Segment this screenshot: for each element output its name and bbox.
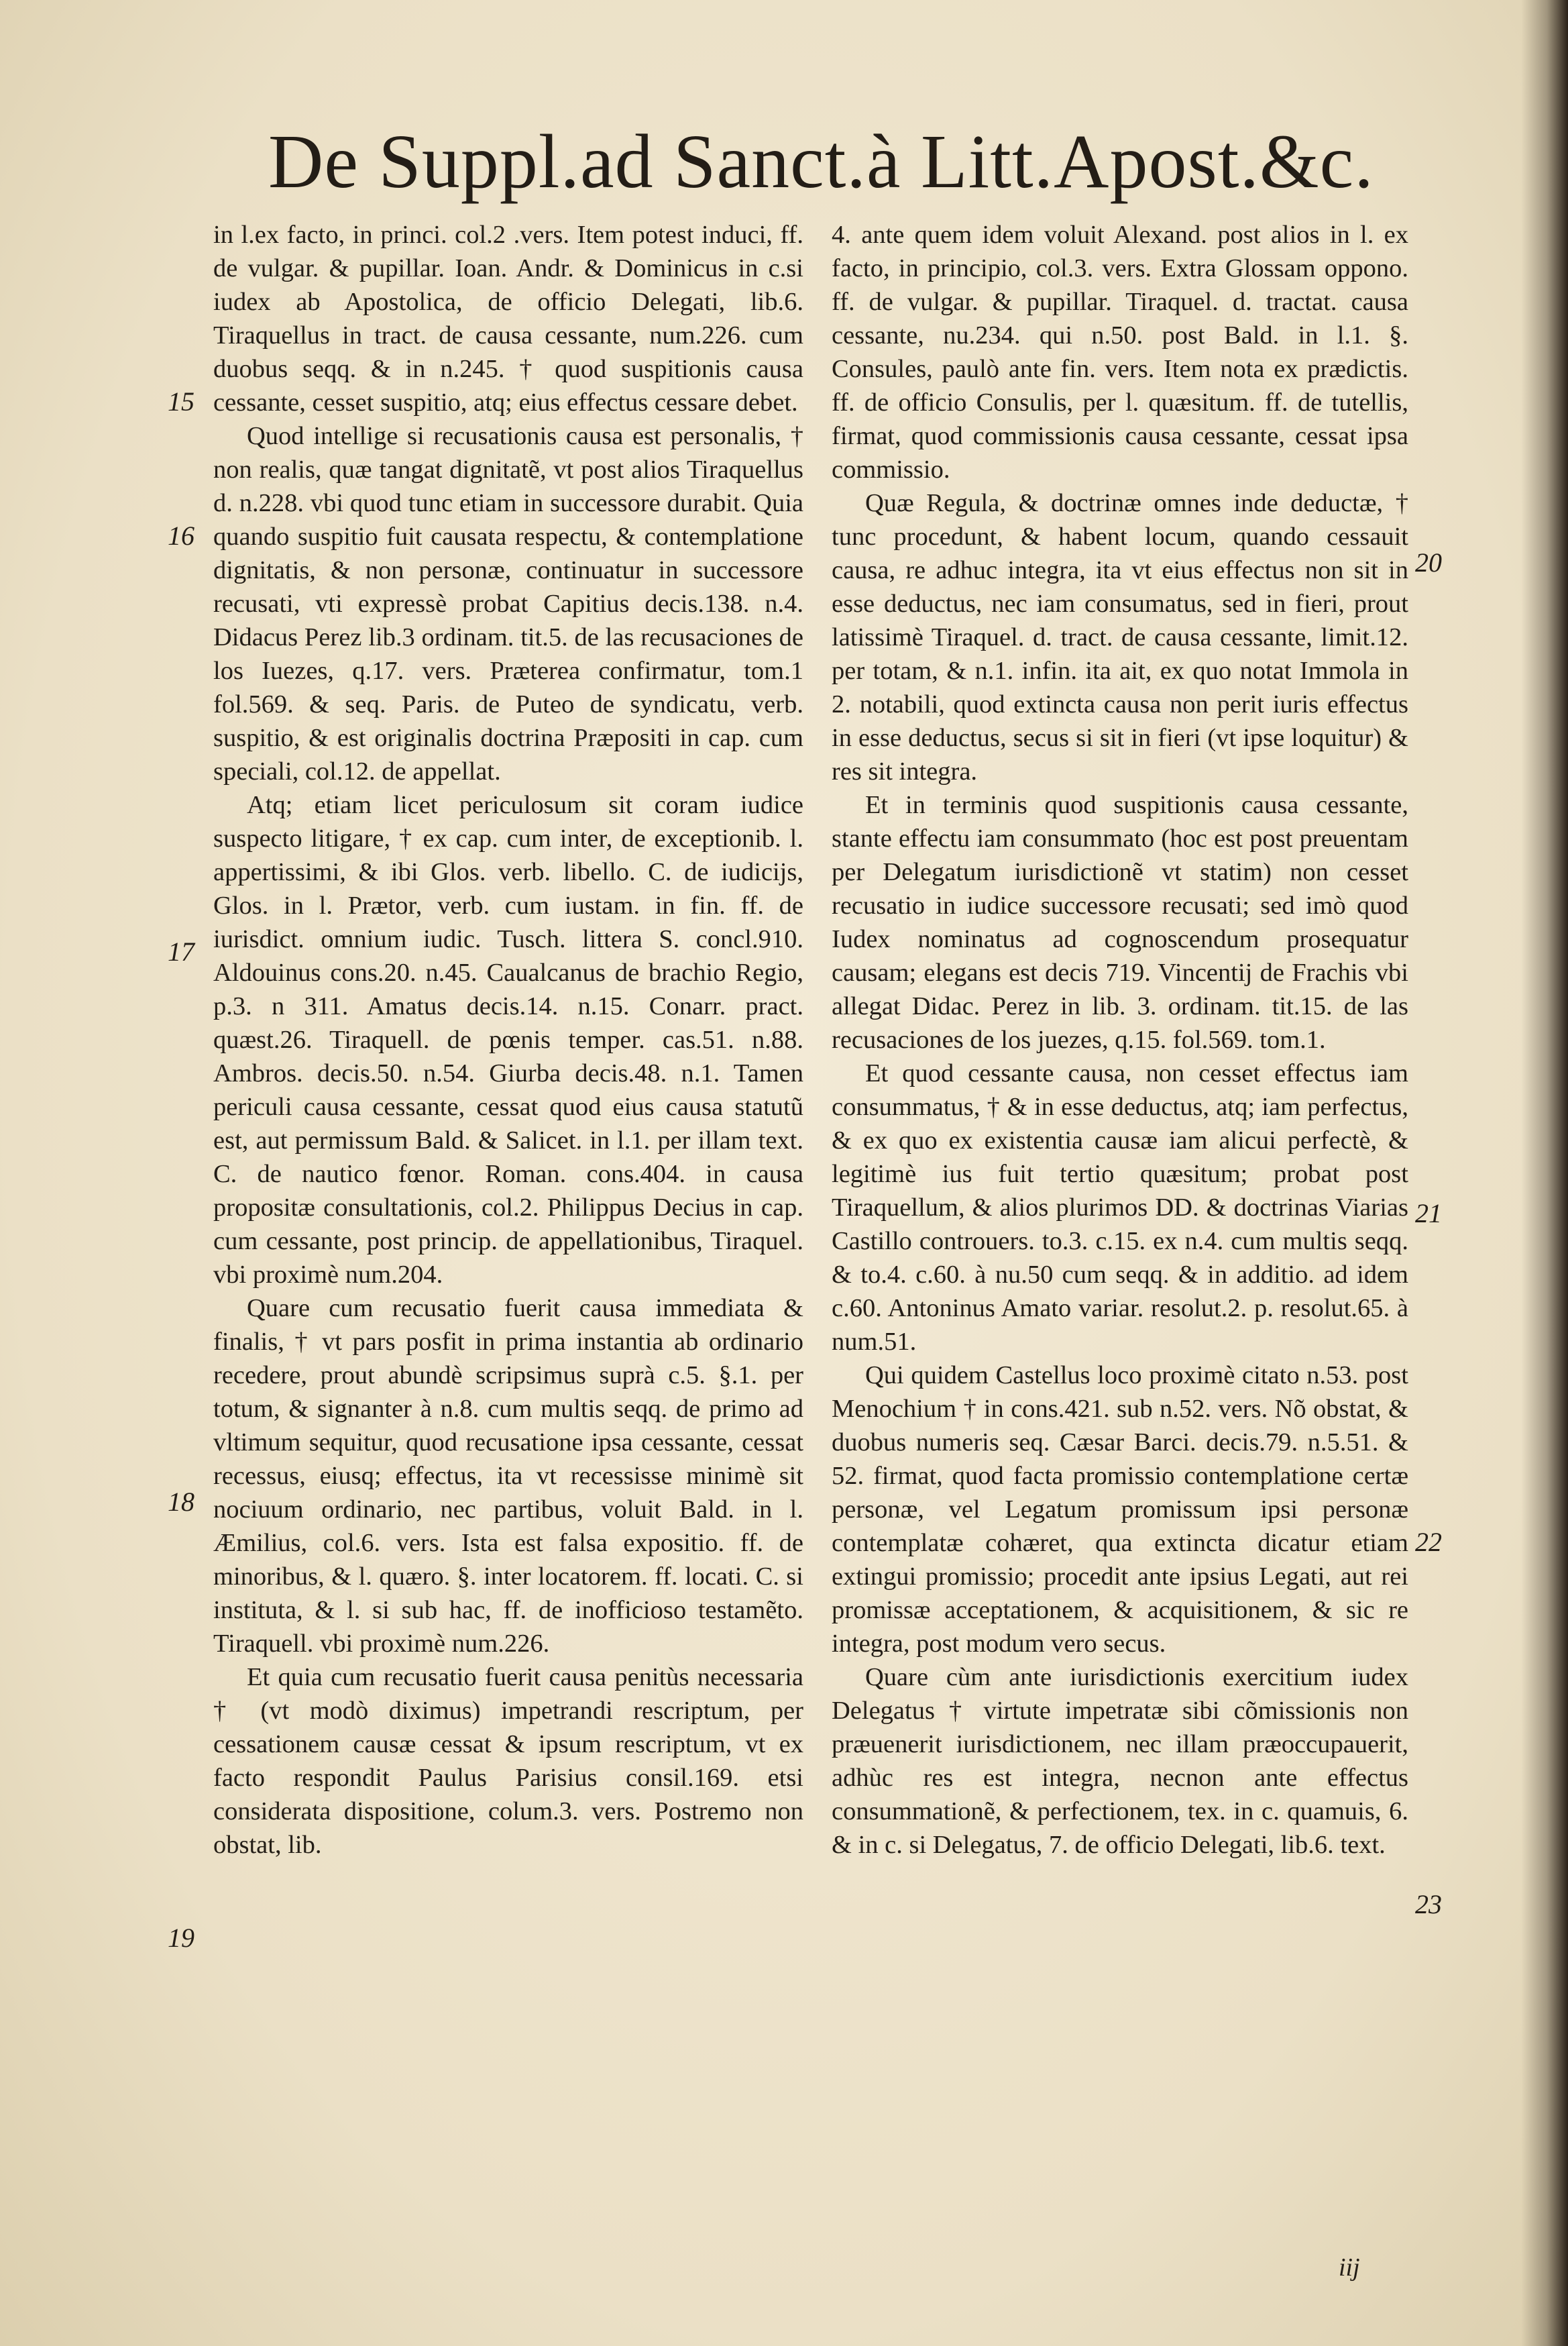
- margin-number-18: 18: [168, 1487, 194, 1517]
- margin-number-21: 21: [1415, 1198, 1442, 1228]
- right-paragraph-2: Quæ Regula, & doctrinæ omnes inde deductæ, † tunc procedunt, & habent locum, quando cessauit causa, re adhuc integra, ita vt eius effectus non sit in esse deductus, nec iam consumatus, sed in fieri, prout latissimè Tiraquel. d. tract. de causa cessante, limit.12. per totam, & n.1. infin. ita ait, ex quo notat Immola in 2. notabili, quod extincta causa non perit iuris effectus in esse deductus, secus si sit in fieri (vt ipse loquitur) & res sit integra.: [832, 489, 1408, 786]
- running-header: De Suppl.ad Sanct.à Litt.Apost.&c.: [268, 119, 1374, 204]
- left-paragraph-2: Quod intellige si recusationis causa est personalis, † non realis, quæ tangat dignitatẽ, vt post alios Tiraquellus d. n.228. vbi quod tunc etiam in successore durabit. Quia quando suspitio fuit causata respectu, & contemplatione dignitatis, & non personæ, continuatur in successore recusati, vti expressè probat Capitius decis.138. n.4. Didacus Perez lib.3 ordinam. tit.5. de las recusaciones de los Iuezes, q.17. vers. Præterea confirmatur, tom.1 fol.569. & seq. Paris. de Puteo de syndicatu, verb. suspitio, & est originalis doctrina Præpositi in cap. cum speciali, col.12. de appellat.: [213, 422, 803, 786]
- left-paragraph-1: in l.ex facto, in princi. col.2 .vers. Item potest induci, ff. de vulgar. & pupillar. Ioan. Andr. & Dominicus in c.si iudex ab Apostolica, de officio Delegati, lib.6. Tiraquellus in tract. de causa cessante, num.226. cum duobus seqq. & in n.245. † quod suspitionis causa cessante, cesset suspitio, atq; eius effectus cessare debet.: [213, 221, 803, 417]
- margin-number-15: 15: [168, 386, 194, 417]
- right-paragraph-6: Quare cùm ante iurisdictionis exercitium iudex Delegatus † virtute impetratæ sibi cõmissionis non præuenerit iurisdictionem, nec illam præoccupauerit, adhùc res est integra, necnon ante effectus consummationẽ, & perfectionem, tex. in c. quamuis, 6. & in c. si Delegatus, 7. de officio Delegati, lib.6. text.: [832, 1663, 1408, 1859]
- margin-number-16: 16: [168, 521, 194, 551]
- left-paragraph-5: Et quia cum recusatio fuerit causa penitùs necessaria † (vt modò diximus) impetrandi rescriptum, per cessationem causæ cessat & ipsum rescriptum, vt ex facto respondit Paulus Parisius consil.169. etsi considerata dispositione, colum.3. vers. Postremo non obstat, lib.: [213, 1663, 803, 1859]
- margin-number-23: 23: [1415, 1889, 1442, 1919]
- margin-number-17: 17: [168, 937, 194, 967]
- left-paragraph-4: Quare cum recusatio fuerit causa immediata & finalis, † vt pars posfit in prima instantia ab ordinario recedere, prout abundè scripsimus suprà c.5. §.1. per totum, & signanter à n.8. cum multis seqq. de primo ad vltimum sequitur, quod recusatione ipsa cessante, cessat recessus, eiusq; effectus, ita vt recessisse minimè sit nociuum ordinario, nec partibus, voluit Bald. in l. Æmilius, col.6. vers. Ista est falsa expositio. ff. de minoribus, & l. quæro. §. inter locatorem. ff. locati. C. si instituta, & l. si sub hac, ff. de inofficioso testamẽto. Tiraquell. vbi proximè num.226.: [213, 1294, 803, 1658]
- margin-number-19: 19: [168, 1923, 194, 1953]
- left-column: [213, 218, 803, 1862]
- right-paragraph-5: Qui quidem Castellus loco proximè citato n.53. post Menochium † in cons.421. sub n.52. vers. Nõ obstat, & duobus numeris seq. Cæsar Barci. decis.79. n.5.51. & 52. firmat, quod facta promissio contemplatione certæ personæ, vel Legatum promissum ipsi personæ contemplatæ cohæret, qua extincta dicatur etiam extingui promissio; procedit ante ipsius Legati, aut rei promissæ acceptationem, & acquisitionem, & sic re integra, post modum vero secus.: [832, 1361, 1408, 1658]
- signature-mark: iij: [1339, 2253, 1360, 2282]
- left-paragraph-3: Atq; etiam licet periculosum sit coram iudice suspecto litigare, † ex cap. cum inter, de exceptionib. l. appertissimi, & ibi Glos. verb. libello. C. de iudicijs, Glos. in l. Prætor, verb. cum iustam. in fin. ff. de iurisdict. omnium iudic. Tusch. littera S. concl.910. Aldouinus cons.20. n.45. Caualcanus de brachio Regio, p.3. n 311. Amatus decis.14. n.15. Conarr. pract. quæst.26. Tiraquell. de pœnis temper. cas.51. n.88. Ambros. decis.50. n.54. Giurba decis.48. n.1. Tamen periculi causa cessante, cessat quod eius causa statutũ est, aut permissum Bald. & Salicet. in l.1. per illam text. C. de nautico fœnor. Roman. cons.404. in causa propositæ consultationis, col.2. Philippus Decius in cap. cum cessante, post princip. de appellationibus, Tiraquel. vbi proximè num.204.: [213, 791, 803, 1289]
- right-paragraph-4: Et quod cessante causa, non cesset effectus iam consummatus, † & in esse deductus, atq; iam perfectus, & ex quo ex existentia causæ iam alicui perfectè, & legitimè ius fuit tertio quæsitum; probat post Tiraquellum, & alios plurimos DD. & doctrinas Viarias Castillo controuers. to.3. c.15. ex n.4. cum multis seqq. & to.4. c.60. à nu.50 cum seqq. & in additio. ad idem c.60. Antoninus Amato variar. resolut.2. p. resolut.65. à num.51.: [832, 1059, 1408, 1356]
- margin-number-20: 20: [1415, 547, 1442, 578]
- right-paragraph-3: Et in terminis quod suspitionis causa cessante, stante effectu iam consummato (hoc est post preuentam per Delegatum iurisdictionẽ vt statim) non cesset recusatio in iudice successore recusati; sed imò quod Iudex nominatus ad cognoscendum prosequatur causam; elegans est decis 719. Vincentij de Frachis vbi allegat Didac. Perez in lib. 3. ordinam. tit.15. de las recusaciones de los juezes, q.15. fol.569. tom.1.: [832, 791, 1408, 1054]
- right-paragraph-1: 4. ante quem idem voluit Alexand. post alios in l. ex facto, in principio, col.3. vers. Extra Glossam oppono. ff. de vulgar. & pupillar. Tiraquel. d. tractat. causa cessante, nu.234. qui n.50. post Bald. in l.1. §. Consules, paulò ante fin. vers. Item nota ex prædictis. ff. de officio Consulis, per l. quæsitum. ff. de tutellis, firmat, quod commissionis causa cessante, cessat ipsa commissio.: [832, 221, 1408, 484]
- margin-number-22: 22: [1415, 1527, 1442, 1557]
- page-gutter-shadow: [1521, 0, 1568, 2346]
- right-column: [832, 218, 1408, 1862]
